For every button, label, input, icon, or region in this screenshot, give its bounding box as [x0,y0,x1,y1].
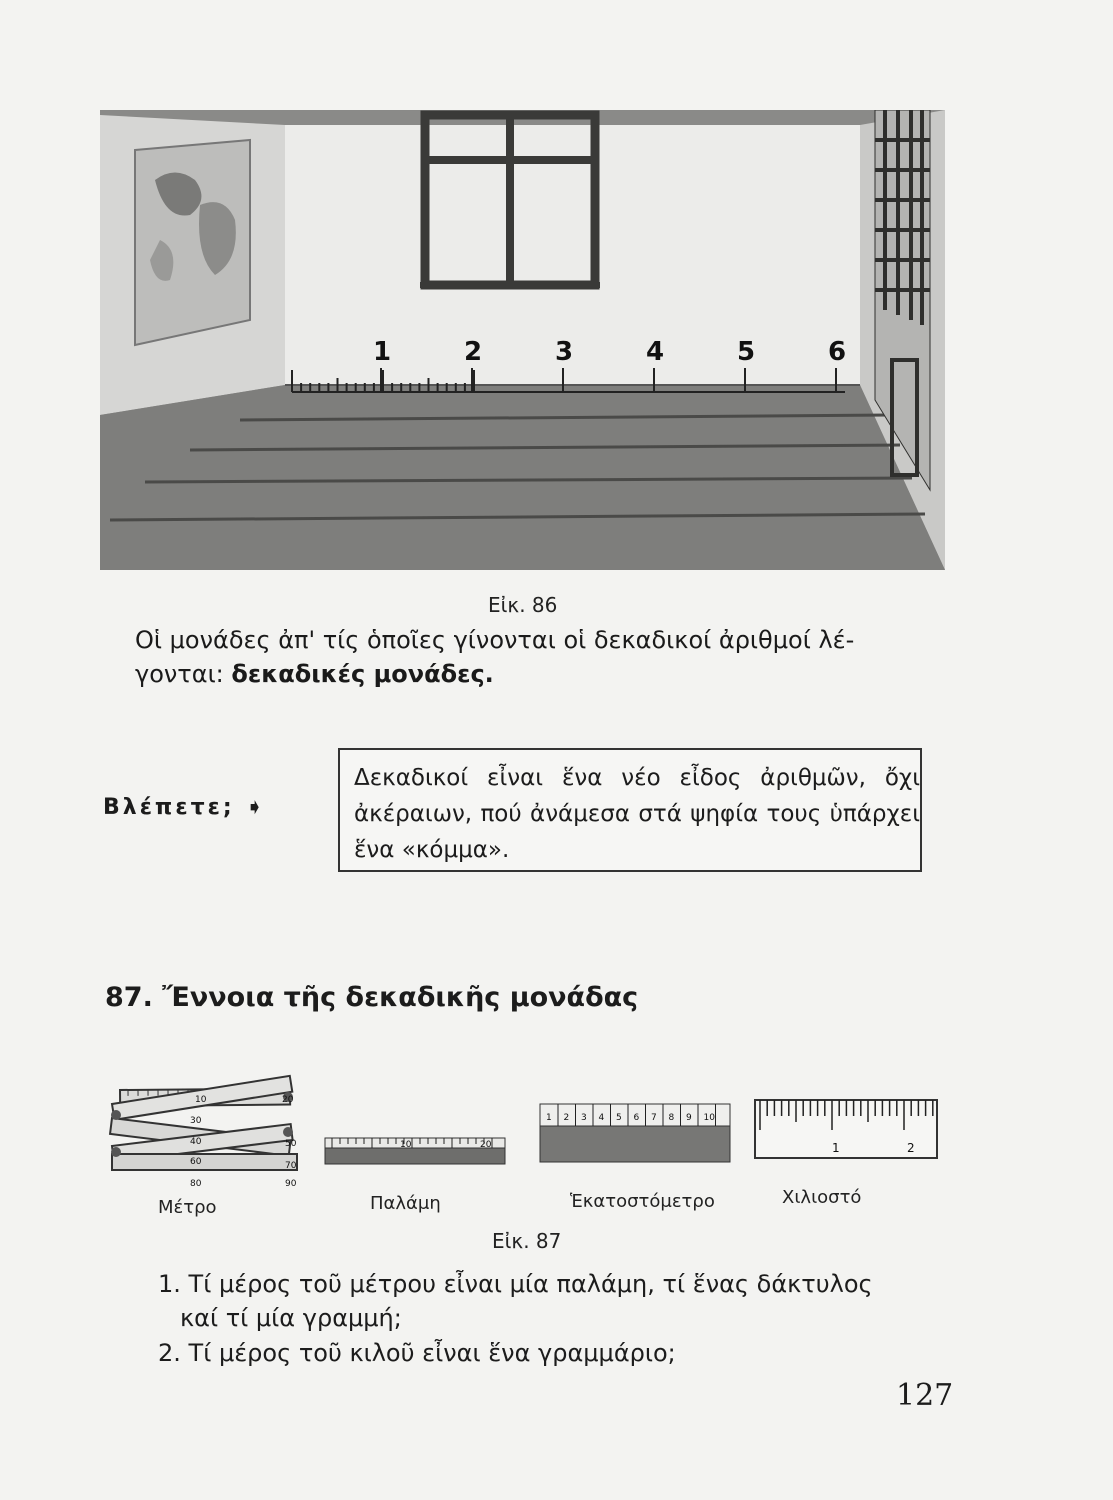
ruler-number: 5 [737,337,756,367]
folding-meter-number: 70 [285,1161,297,1171]
folding-meter-number: 80 [190,1179,202,1189]
folding-meter-number: 40 [190,1137,202,1147]
palami-number: 20 [480,1140,492,1150]
centimeter-number: 7 [651,1113,657,1123]
page-number: 127 [896,1378,954,1413]
paragraph-text-line1: Οἱ μονάδες ἀπ' τίς ὁποῖες γίνονται οἱ δεκαδικοί ἀριθμοί λέ- [135,626,855,654]
millimeter-ruler [755,1100,937,1158]
wall-map [135,140,250,345]
label-metro: Μέτρο [158,1197,217,1218]
ruler-number: 1 [373,337,392,367]
ruler-number: 6 [828,337,847,367]
definition-box: Δεκαδικοί εἶναι ἕνα νέο εἶδος ἀριθμῶν, ὄχι ἀκέραιων, πού ἀνάμεσα στά ψηφία τους ὑπάρχει ἕνα «κόμμα». [338,748,922,872]
millimeter-number: 2 [907,1141,915,1155]
figure-87-caption: Εἰκ. 87 [492,1229,562,1253]
question-2: 2. Τί μέρος τοῦ κιλοῦ εἶναι ἕνα γραμμάριο; [158,1339,676,1367]
centimeter-number: 4 [598,1113,605,1123]
measuring-tools-illustration [100,1070,945,1190]
decimal-units-paragraph [135,623,935,691]
question-1 [158,1267,948,1335]
folding-meter-number: 60 [190,1157,202,1167]
folding-meter-number: 90 [285,1179,297,1189]
section-heading [105,982,638,1013]
label-palami: Παλάμη [370,1193,441,1214]
centimeter-number: 10 [703,1113,715,1123]
centimeter-number: 3 [581,1113,587,1123]
folding-meter-number: 50 [285,1139,297,1149]
millimeter-number: 1 [832,1141,840,1155]
centimeter-ruler [540,1104,730,1162]
label-ekatostometro: Ἑκατοστόμετρο [570,1191,715,1212]
vlepete-label [103,795,267,820]
ruler-number: 4 [646,337,665,367]
section-number: 87. [105,982,153,1013]
ruler-number: 3 [555,337,574,367]
folding-meter [110,1076,297,1189]
question-1-line1: 1. Τί μέρος τοῦ μέτρου εἶναι μία παλάμη, τί ἕνας δάκτυλος [158,1270,873,1298]
pointing-arrow-icon: ➧ [245,795,267,820]
centimeter-number: 9 [686,1113,692,1123]
figure-86-caption: Εἰκ. 86 [488,593,558,617]
paragraph-text-line2: γονται: [135,660,232,688]
folding-meter-number: 30 [190,1116,202,1126]
vlepete-text: Βλέπετε; [103,795,235,820]
folding-meter-number: 10 [195,1095,207,1105]
section-title: Ἔννοια τῆς δεκαδικῆς μονάδας [162,982,639,1013]
centimeter-number: 6 [633,1113,640,1123]
folding-meter-number: 20 [282,1095,294,1105]
paragraph-bold-term: δεκαδικές μονάδες. [231,660,494,688]
question-1-line2: καί τί μία γραμμή; [180,1304,402,1332]
label-xiliosto: Χιλιοστό [782,1187,862,1208]
centimeter-number: 8 [668,1113,675,1123]
ruler-number: 2 [464,337,483,367]
palami-ruler [325,1138,505,1164]
room-illustration [100,110,945,570]
centimeter-number: 5 [616,1113,622,1123]
centimeter-number: 1 [546,1113,552,1123]
centimeter-number: 2 [563,1113,570,1123]
palami-number: 10 [400,1140,412,1150]
